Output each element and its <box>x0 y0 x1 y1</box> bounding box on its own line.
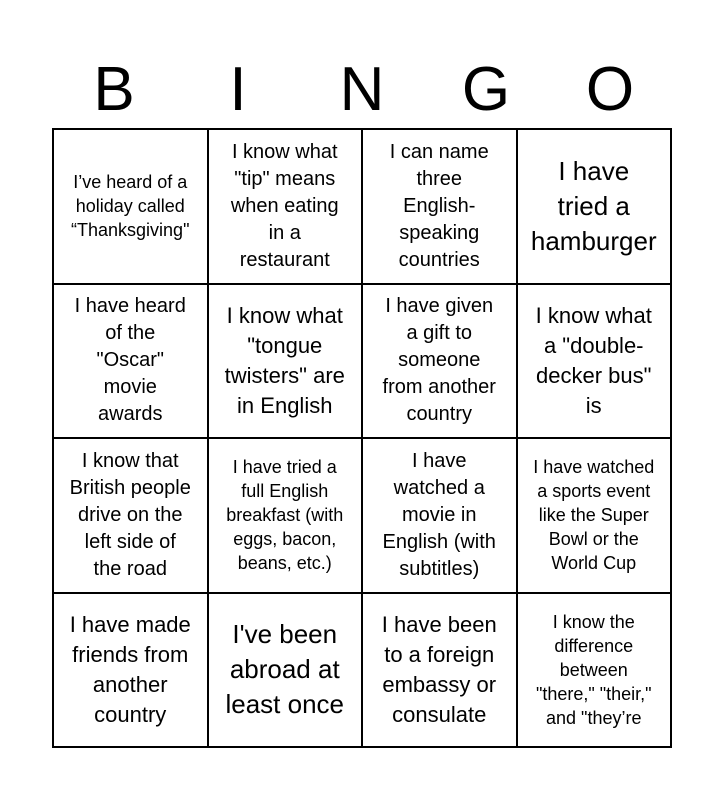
bingo-cell-r1c1[interactable] <box>54 130 209 285</box>
bingo-header <box>52 52 672 128</box>
bingo-cell-r3c2[interactable] <box>209 439 364 594</box>
bingo-cell-text: I have given a gift to someone from another country <box>382 295 496 426</box>
header-letter-o: O <box>585 55 635 124</box>
bingo-cell-r3c1[interactable] <box>54 439 209 594</box>
bingo-cell-text: I have tried a full English breakfast (with eggs, bacon, beans, etc.) <box>226 457 344 574</box>
bingo-cell-text: I have watched a movie in English (with subtitles) <box>382 449 496 580</box>
bingo-grid <box>52 128 672 748</box>
bingo-cell-r4c4[interactable] <box>518 594 673 749</box>
bingo-cell-r4c2[interactable] <box>209 594 364 749</box>
header-letter-g: G <box>461 55 511 124</box>
bingo-cell-text: I have made friends from another country <box>69 611 191 727</box>
bingo-cell-text: I’ve heard of a holiday called “Thanksgiving" <box>71 172 190 241</box>
bingo-cell-text: I've been abroad at least once <box>225 619 345 720</box>
bingo-cell-r3c4[interactable] <box>518 439 673 594</box>
bingo-cell-text: I have watched a sports event like the Super Bowl or the World Cup <box>533 457 655 574</box>
bingo-cell-text: I know what "tongue twisters" are in English <box>224 302 345 418</box>
bingo-cell-r1c4[interactable] <box>518 130 673 285</box>
bingo-cell-r2c1[interactable] <box>54 285 209 440</box>
bingo-cell-r3c3[interactable] <box>363 439 518 594</box>
bingo-cell-r2c2[interactable] <box>209 285 364 440</box>
bingo-cell-text: I have heard of the "Oscar" movie awards <box>74 295 186 426</box>
header-letter-n: N <box>339 55 385 124</box>
bingo-cell-r4c3[interactable] <box>363 594 518 749</box>
bingo-cell-text: I know the difference between "there," "their," and "they’re <box>535 611 652 728</box>
bingo-cell-r1c2[interactable] <box>209 130 364 285</box>
bingo-cell-text: I know that British people drive on the left side of the road <box>69 449 191 580</box>
bingo-cell-r2c4[interactable] <box>518 285 673 440</box>
bingo-cell-r1c3[interactable] <box>363 130 518 285</box>
bingo-cell-r4c1[interactable] <box>54 594 209 749</box>
bingo-cell-text: I know what a "double- decker bus" is <box>535 302 652 418</box>
bingo-cell-r2c3[interactable] <box>363 285 518 440</box>
bingo-cell-text: I have tried a hamburger <box>530 155 657 256</box>
bingo-cell-text: I have been to a foreign embassy or consulate <box>381 611 497 727</box>
bingo-cell-text: I can name three English- speaking countries <box>389 140 489 271</box>
bingo-cell-text: I know what "tip" means when eating in a restaurant <box>230 140 339 271</box>
header-letter-b: B <box>93 55 135 124</box>
header-letter-i: I <box>229 55 247 124</box>
